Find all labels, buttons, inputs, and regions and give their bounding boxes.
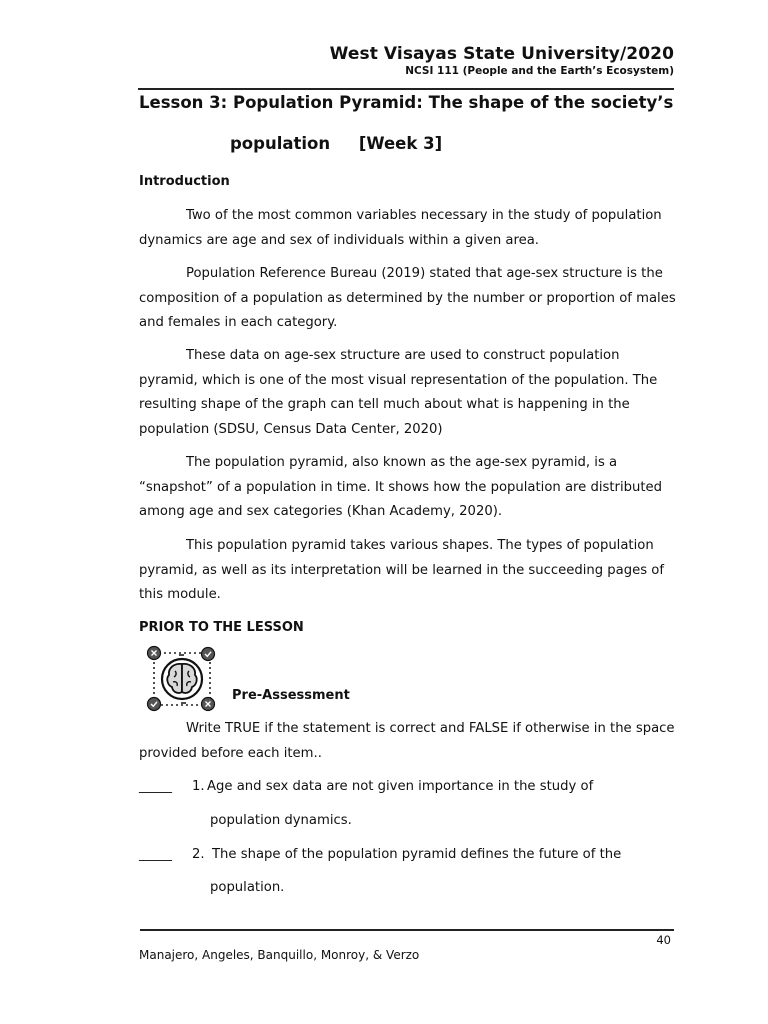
prior-lesson-heading: PRIOR TO THE LESSON [139,620,304,635]
paragraph-text: These data on age-sex structure are used to construct population pyramid, which is one of the most visual representation of the population. The resulting shape of the graph can tell much about what is happening in the population (SDSU, Census Data Center, 2020) [139,348,658,437]
item-text-continued: population. [210,880,285,895]
introduction-heading: Introduction [139,174,230,189]
intro-paragraph [139,262,679,336]
paragraph-text: The population pyramid, also known as the age-sex pyramid, is a “snapshot” of a population in time. It shows how the population are distributed among age and sex categories (Khan Academy, 2020). [139,455,663,519]
answer-blank[interactable]: _____ [139,779,172,794]
item-number: 1. [192,779,205,794]
answer-blank[interactable]: _____ [139,847,172,862]
item-text: The shape of the population pyramid defines the future of the [212,847,622,862]
university-title: West Visayas State University/2020 [329,44,674,64]
paragraph-text: Population Reference Bureau (2019) stated that age-sex structure is the composition of a population as determined by the number or proportion of males and females in each category. [139,266,676,330]
paragraph-text: This population pyramid takes various shapes. The types of population pyramid, as well as its interpretation will be learned in the succeeding pages of this module. [139,538,664,602]
paragraph-text: Write TRUE if the statement is correct and FALSE if otherwise in the space provided before each item.. [139,721,675,761]
lesson-title: Lesson 3: Population Pyramid: The shape of the society’s [139,93,674,112]
authors: Manajero, Angeles, Banquillo, Monroy, & Verzo [139,948,420,962]
page-number: 40 [656,933,671,947]
pre-assessment-heading: Pre-Assessment [232,688,350,703]
course-subtitle: NCSI 111 (People and the Earth’s Ecosystem) [405,65,674,77]
brain-icon [146,645,218,713]
intro-paragraph [139,204,679,253]
item-text: Age and sex data are not given importance in the study of [207,779,594,794]
item-text-continued: population dynamics. [210,813,352,828]
header-divider [138,88,674,90]
footer-divider [140,929,674,931]
instructions-paragraph [139,717,679,766]
intro-paragraph [139,344,679,442]
intro-paragraph [139,534,679,608]
lesson-title-continued: population [Week 3] [230,134,443,153]
item-number: 2. [192,847,205,862]
paragraph-text: Two of the most common variables necessary in the study of population dynamics are age and sex of individuals within a given area. [139,208,662,248]
intro-paragraph [139,451,679,525]
